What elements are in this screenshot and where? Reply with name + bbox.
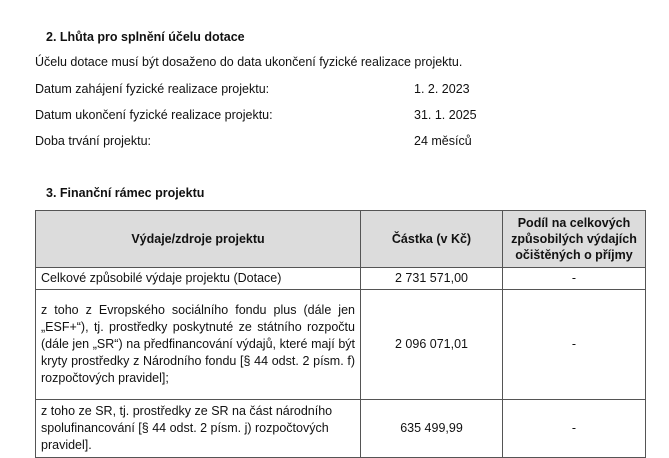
- table-row: [36, 290, 646, 400]
- row-desc: Celkové způsobilé výdaje projektu (Dotace): [36, 268, 361, 290]
- table-header-row: [36, 211, 646, 268]
- header-share: Podíl na celkových způsobilých výdajích očištěných o příjmy: [503, 211, 646, 268]
- financial-table: [35, 210, 646, 458]
- row-amount: 2 731 571,00: [361, 268, 503, 290]
- row-desc: z toho z Evropského sociálního fondu plus (dále jen „ESF+“), tj. prostředky poskytnuté ze státního rozpočtu (dále jen „SR“) na předfinancování výdajů, které mají být kryty prostředky z Národního fondu [§ 44 odst. 2 písm. f) rozpočtových pravidel];: [36, 290, 361, 400]
- row-share: -: [503, 290, 646, 400]
- section-2-intro: Účelu dotace musí být dosaženo do data ukončení fyzické realizace projektu.: [35, 55, 463, 69]
- end-date-label: Datum ukončení fyzické realizace projektu:: [35, 108, 273, 122]
- section-3-heading: 3. Finanční rámec projektu: [46, 186, 205, 200]
- header-amount: Částka (v Kč): [361, 211, 503, 268]
- section-2-heading: 2. Lhůta pro splnění účelu dotace: [46, 30, 245, 44]
- row-share: -: [503, 268, 646, 290]
- duration-value: 24 měsíců: [414, 134, 472, 148]
- row-amount: 635 499,99: [361, 400, 503, 458]
- header-expenses: Výdaje/zdroje projektu: [36, 211, 361, 268]
- row-desc: z toho ze SR, tj. prostředky ze SR na část národního spolufinancování [§ 44 odst. 2 písm. j) rozpočtových pravidel].: [36, 400, 361, 458]
- start-date-value: 1. 2. 2023: [414, 82, 470, 96]
- duration-label: Doba trvání projektu:: [35, 134, 152, 148]
- start-date-label: Datum zahájení fyzické realizace projektu:: [35, 82, 270, 96]
- row-amount: 2 096 071,01: [361, 290, 503, 400]
- row-share: -: [503, 400, 646, 458]
- end-date-value: 31. 1. 2025: [414, 108, 477, 122]
- table-row: [36, 268, 646, 290]
